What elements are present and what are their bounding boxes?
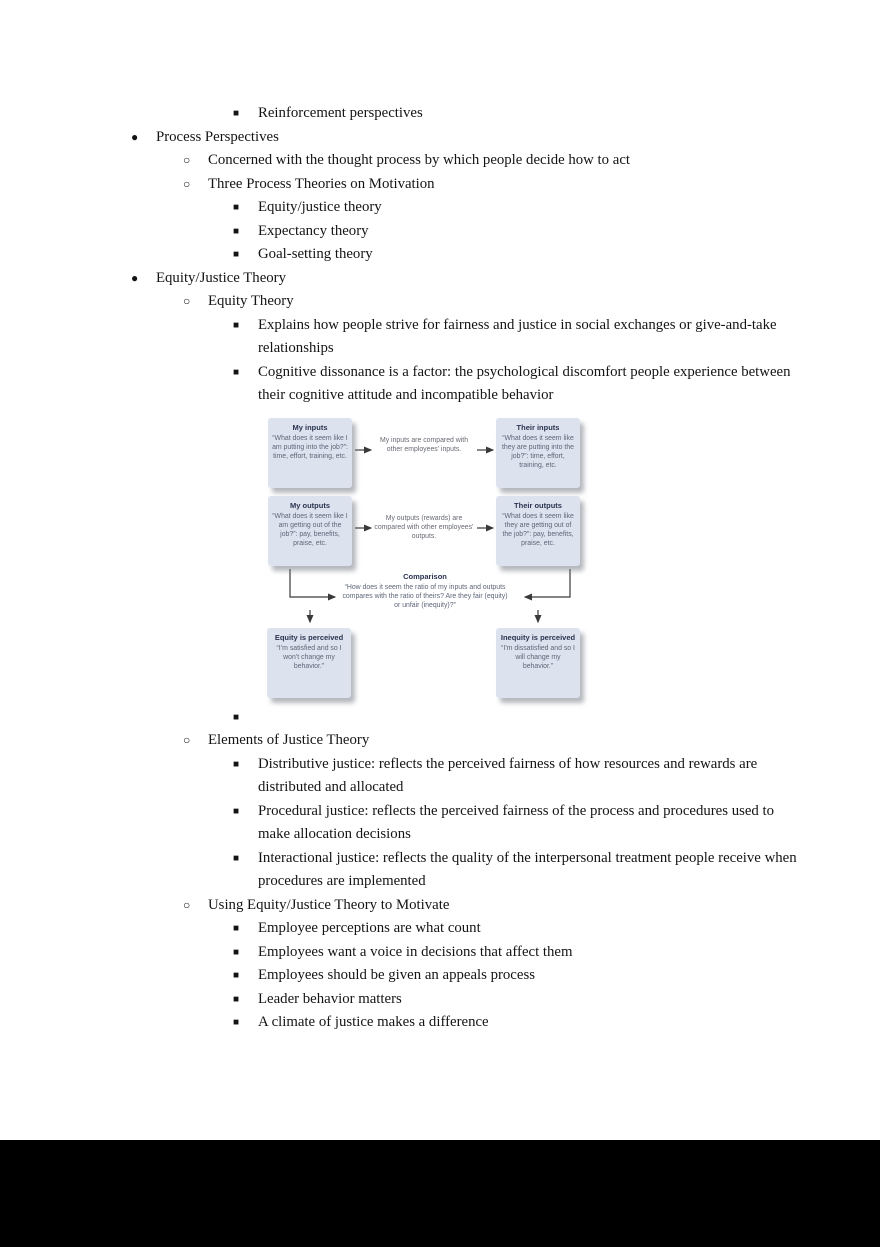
list-item-text: Three Process Theories on Motivation	[208, 175, 435, 192]
box-body: “What does it seem like I am putting into the job?”: time, effort, training, etc.	[272, 434, 348, 460]
list-item	[0, 126, 880, 150]
circle-bullet-icon: ○	[183, 153, 191, 167]
list-item	[0, 243, 880, 267]
box-body: “What does it seem like they are putting into the job?”: time, effort, training, etc.	[501, 434, 575, 469]
list-item	[0, 964, 880, 988]
comparison-body: “How does it seem the ratio of my inputs and outputs compares with the ratio of theirs? Are they fair (equity) or unfair (inequity)?”	[342, 583, 508, 609]
box-title: Their inputs	[516, 422, 560, 432]
list-item	[0, 1011, 880, 1035]
square-bullet-icon: ■	[233, 108, 240, 119]
diagram-inputs-compare-text: My inputs are compared with other employees’ inputs.	[379, 436, 469, 453]
box-body: “I’m dissatisfied and so I will change my behavior.”	[501, 644, 575, 670]
square-bullet-icon: ■	[233, 923, 240, 934]
box-body: “What does it seem like they are getting out of the job?”: pay, benefits, praise, etc.	[502, 512, 574, 547]
list-item-text: Equity Theory	[208, 293, 294, 309]
diagram-box-my-inputs	[268, 418, 352, 488]
square-bullet-icon: ■	[233, 319, 240, 331]
square-bullet-icon: ■	[233, 805, 240, 817]
list-item-text: Procedural justice: reflects the perceived fairness of the process and procedures used to make allocation decisions	[258, 802, 775, 842]
list-item	[0, 941, 880, 965]
diagram-box-their-outputs	[496, 496, 580, 566]
list-item	[0, 800, 880, 847]
list-item-text: Goal-setting theory	[258, 246, 373, 262]
square-bullet-icon: ■	[233, 1017, 240, 1028]
diagram-box-my-outputs	[268, 496, 352, 566]
list-item-text: Elements of Justice Theory	[208, 732, 370, 748]
box-title: Their outputs	[514, 500, 562, 510]
square-bullet-icon: ■	[233, 225, 240, 237]
square-bullet-icon: ■	[233, 758, 240, 770]
list-item	[0, 753, 880, 800]
list-item-text: A climate of justice makes a difference	[258, 1014, 489, 1030]
box-title: My outputs	[290, 500, 330, 510]
list-item-text: Interactional justice: reflects the quality of the interpersonal treatment people receive when procedures are implemented	[258, 849, 797, 889]
square-bullet-icon: ■	[233, 366, 240, 378]
list-item	[0, 173, 880, 197]
list-item	[0, 290, 880, 314]
list-item-text: Distributive justice: reflects the perceived fairness of how resources and rewards are distributed and allocated	[258, 755, 758, 795]
list-item-text: Leader behavior matters	[258, 990, 402, 1007]
list-item	[0, 149, 880, 173]
list-item	[0, 196, 880, 220]
list-item	[0, 220, 880, 244]
viewer-bottom-bar	[0, 1140, 880, 1247]
square-bullet-icon: ■	[233, 711, 240, 723]
diagram-outputs-compare-text: My outputs (rewards) are compared with other employees’ outputs.	[374, 514, 474, 541]
square-bullet-icon: ■	[233, 249, 240, 260]
list-item	[0, 729, 880, 753]
list-item	[0, 917, 880, 941]
box-title: Inequity is perceived	[500, 632, 576, 642]
list-item-text: Explains how people strive for fairness and justice in social exchanges or give-and-take relationships	[258, 316, 777, 356]
list-item	[0, 706, 880, 730]
list-item	[0, 267, 880, 291]
list-item-text: Equity/justice theory	[258, 199, 382, 215]
list-item-text: Expectancy theory	[258, 222, 369, 239]
box-title: Equity is perceived	[274, 632, 344, 642]
list-item-text: Employees should be given an appeals process	[258, 967, 535, 983]
square-bullet-icon: ■	[233, 946, 240, 958]
box-body: “What does it seem like I am getting out of the job?”: pay, benefits, praise, etc.	[272, 512, 348, 547]
list-item-text: Employees want a voice in decisions that affect them	[258, 943, 573, 960]
list-item	[0, 847, 880, 894]
disc-bullet-icon: ●	[131, 129, 139, 144]
square-bullet-icon: ■	[233, 993, 240, 1005]
list-item	[0, 988, 880, 1012]
diagram-comparison	[341, 572, 509, 610]
list-item	[0, 102, 880, 126]
list-item-text: Using Equity/Justice Theory to Motivate	[208, 896, 450, 913]
circle-bullet-icon: ○	[183, 294, 191, 308]
list-item	[0, 314, 880, 361]
list-item-text: Cognitive dissonance is a factor: the psychological discomfort people experience between their cognitive attitude and incompatible behavior	[258, 363, 791, 403]
box-body: “I’m satisfied and so I won’t change my behavior.”	[276, 644, 342, 670]
list-item-text: Process Perspectives	[156, 128, 279, 145]
box-title: My inputs	[292, 422, 328, 432]
diagram-box-equity-perceived	[267, 628, 351, 698]
list-item-text: Reinforcement perspectives	[258, 105, 423, 121]
circle-bullet-icon: ○	[183, 733, 191, 747]
list-item	[0, 894, 880, 918]
list-item-text: Concerned with the thought process by which people decide how to act	[208, 152, 631, 168]
circle-bullet-icon: ○	[183, 897, 191, 912]
diagram-box-inequity-perceived	[496, 628, 580, 698]
circle-bullet-icon: ○	[183, 176, 191, 191]
comparison-title: Comparison	[403, 571, 447, 581]
list-item	[0, 361, 880, 408]
list-item-text: Employee perceptions are what count	[258, 920, 481, 936]
square-bullet-icon: ■	[233, 970, 240, 981]
list-item-text: Equity/Justice Theory	[156, 269, 287, 286]
square-bullet-icon: ■	[233, 202, 240, 213]
square-bullet-icon: ■	[233, 852, 240, 864]
diagram-box-their-inputs	[496, 418, 580, 488]
equity-theory-diagram	[265, 416, 595, 704]
disc-bullet-icon: ●	[131, 270, 139, 285]
